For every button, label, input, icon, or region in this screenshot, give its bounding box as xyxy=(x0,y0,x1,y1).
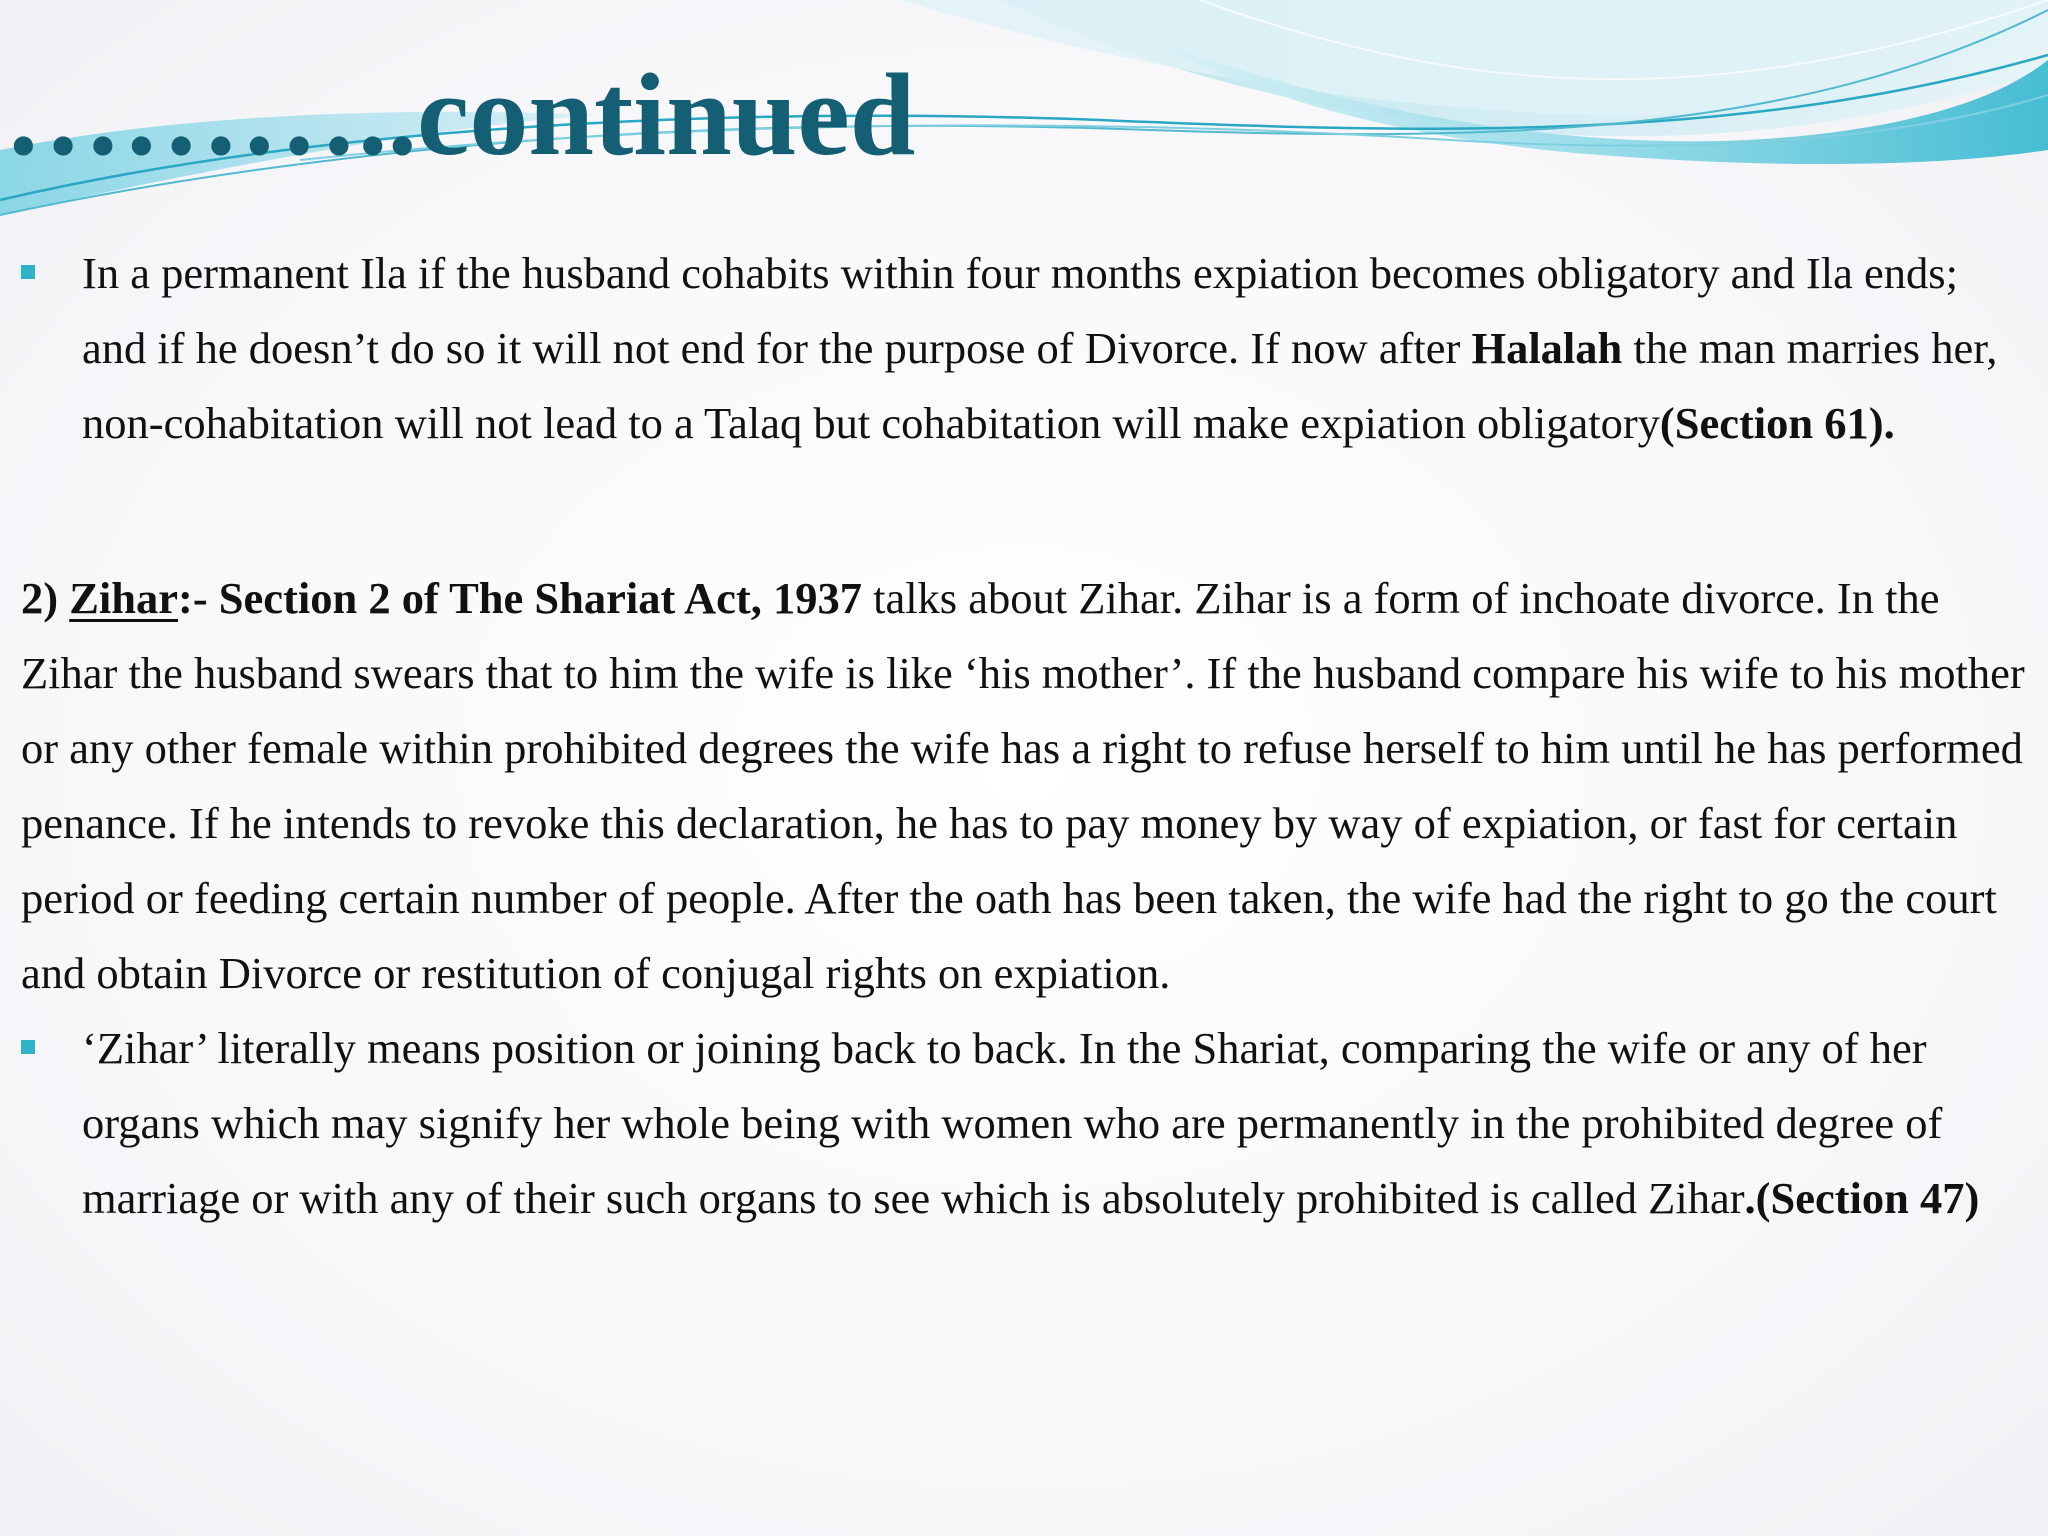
zihar-paragraph xyxy=(0,561,2048,1011)
bullet1-section-ref: (Section 61). xyxy=(1659,398,1895,448)
paragraph-gap xyxy=(0,461,2048,561)
bullet2-section-ref: .(Section 47) xyxy=(1744,1173,1980,1223)
square-bullet-icon xyxy=(21,265,35,279)
zihar-number: 2) xyxy=(21,573,70,623)
bullet-ila-paragraph xyxy=(0,236,2048,461)
bullet2-text: ‘Zihar’ literally means position or joining back to back. In the Shariat, comparing the wife or any of her organs which may signify her whole being with women who are permanently in the prohibited degree of marriage or with any of their such organs to see which is absolutely prohibited is called Zihar xyxy=(82,1023,1943,1223)
bullet1-text-a: In a permanent Ila if the husband cohabits within four months expiation becomes obligatory and Ila ends; and if he doesn’t do so it will not end for the purpose of Divorce. If now after xyxy=(82,248,1958,373)
zihar-lead: :- Section 2 of The Shariat Act, 1937 xyxy=(178,573,862,623)
bullet-zihar-meaning-paragraph xyxy=(0,1011,2048,1236)
square-bullet-icon xyxy=(21,1040,35,1054)
slide-body xyxy=(0,236,2048,1236)
zihar-term: Zihar xyxy=(69,573,178,623)
zihar-text: talks about Zihar. Zihar is a form of inchoate divorce. In the Zihar the husband swears that to him the wife is like ‘his mother’. If the husband compare his wife to his mother or any other female within prohibited degrees the wife has a right to refuse herself to him until he has performed penance. If he intends to revoke this declaration, he has to pay money by way of expiation, or fast for certain period or feeding certain number of people. After the oath has been taken, the wife had the right to go the court and obtain Divorce or restitution of conjugal rights on expiation. xyxy=(21,573,2025,998)
bullet1-text-b: the man marries her, non-cohabitation will not lead to a Talaq but cohabitation will make expiation obligatory xyxy=(82,323,1998,448)
bullet1-halalah-term: Halalah xyxy=(1471,323,1623,373)
slide-title: ………..continued xyxy=(4,49,916,180)
